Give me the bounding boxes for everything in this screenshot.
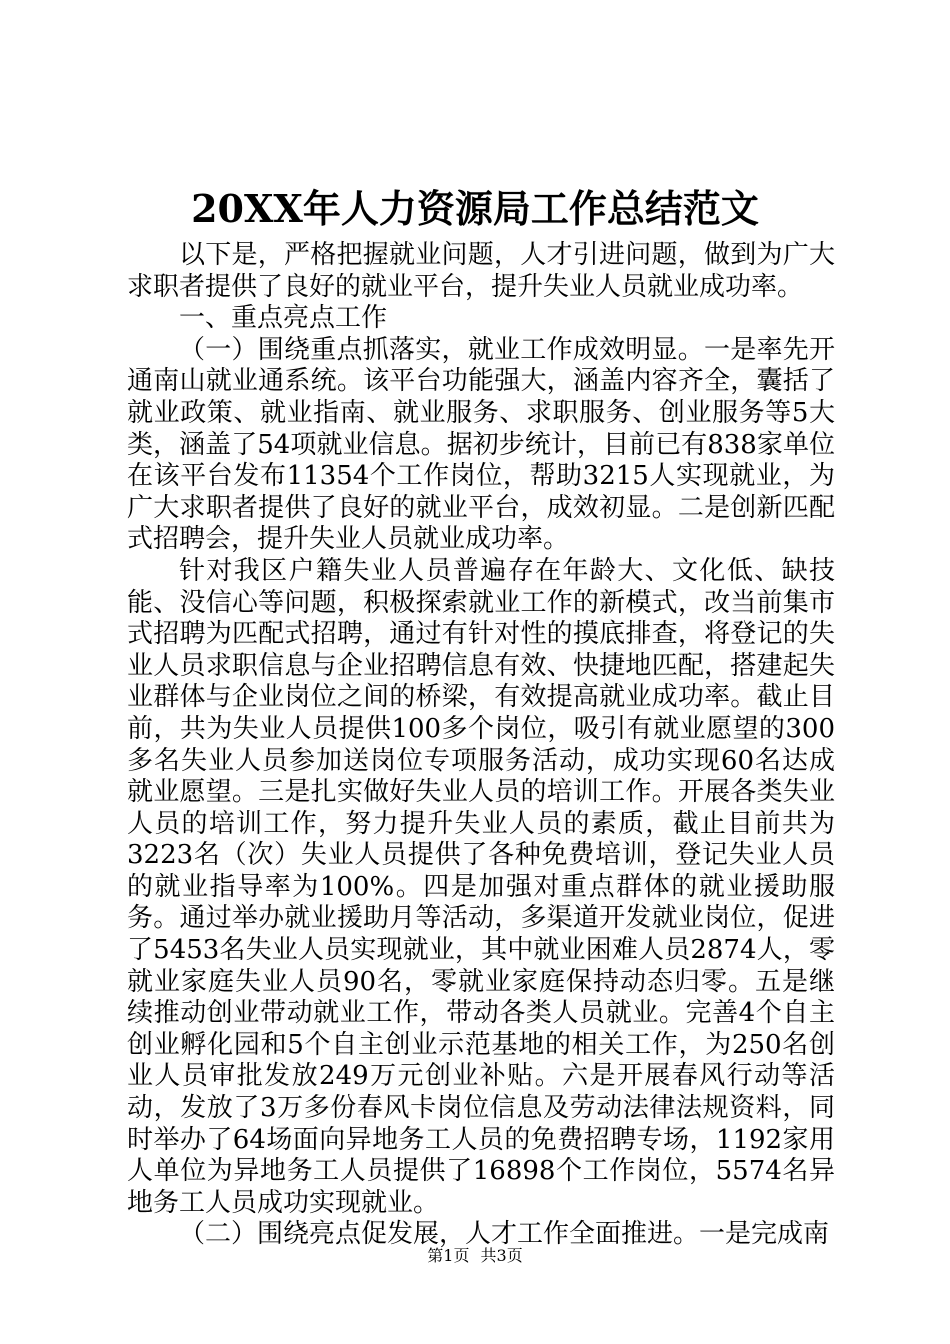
paragraph-item-1: （一）围绕重点抓落实，就业工作成效明显。一是率先开通南山就业通系统。该平台功能强大，涵盖内容齐全，囊括了就业政策、就业指南、就业服务、求职服务、创业服务等5大类，涵盖了54项就业信息。据初步统计，目前已有838家单位在该平台发布11354个工作岗位，帮助3215人实现就业，为广大求职者提供了良好的就业平台，成效初显。二是创新匹配式招聘会，提升失业人员就业成功率。 [127, 334, 835, 555]
paragraph-item-2: （二）围绕亮点促发展，人才工作全面推进。一是完成南 [179, 1219, 830, 1250]
paragraph-intro: 以下是，严格把握就业问题，人才引进问题，做到为广大求职者提供了良好的就业平台，提升失业人员就业成功率。 [127, 240, 835, 302]
page-footer [0, 1244, 950, 1268]
paragraph-item-1-continued: 针对我区户籍失业人员普遍存在年龄大、文化低、缺技能、没信心等问题，积极探索就业工作的新模式，改当前集市式招聘为匹配式招聘，通过有针对性的摸底排查，将登记的失业人员求职信息与企业招聘信息有效、快捷地匹配，搭建起失业群体与企业岗位之间的桥梁，有效提高就业成功率。截止目前，共为失业人员提供100多个岗位，吸引有就业愿望的300多名失业人员参加送岗位专项服务活动，成功实现60名达成就业愿望。三是扎实做好失业人员的培训工作。开展各类失业人员的培训工作，努力提升失业人员的素质，截止目前共为3223名（次）失业人员提供了各种免费培训，登记失业人员的就业指导率为100%。四是加强对重点群体的就业援助服务。通过举办就业援助月等活动，多渠道开发就业岗位，促进了5453名失业人员实现就业，其中就业困难人员2874人，零就业家庭失业人员90名，零就业家庭保持动态归零。五是继续推动创业带动就业工作，带动各类人员就业。完善4个自主创业孵化园和5个自主创业示范基地的相关工作，为250名创业人员审批发放249万元创业补贴。六是开展春风行动等活动，发放了3万多份春风卡岗位信息及劳动法律法规资料，同时举办了64场面向异地务工人员的免费招聘专场，1192家用人单位为异地务工人员提供了16898个工作岗位，5574名异地务工人员成功实现就业。 [127, 555, 835, 1218]
page-number: 第1页 [427, 1246, 470, 1265]
page-total: 共3页 [480, 1246, 523, 1265]
section-heading: 一、重点亮点工作 [179, 303, 388, 334]
document-title: 20XX年人力资源局工作总结范文 [191, 186, 759, 231]
document-body [127, 240, 835, 1251]
